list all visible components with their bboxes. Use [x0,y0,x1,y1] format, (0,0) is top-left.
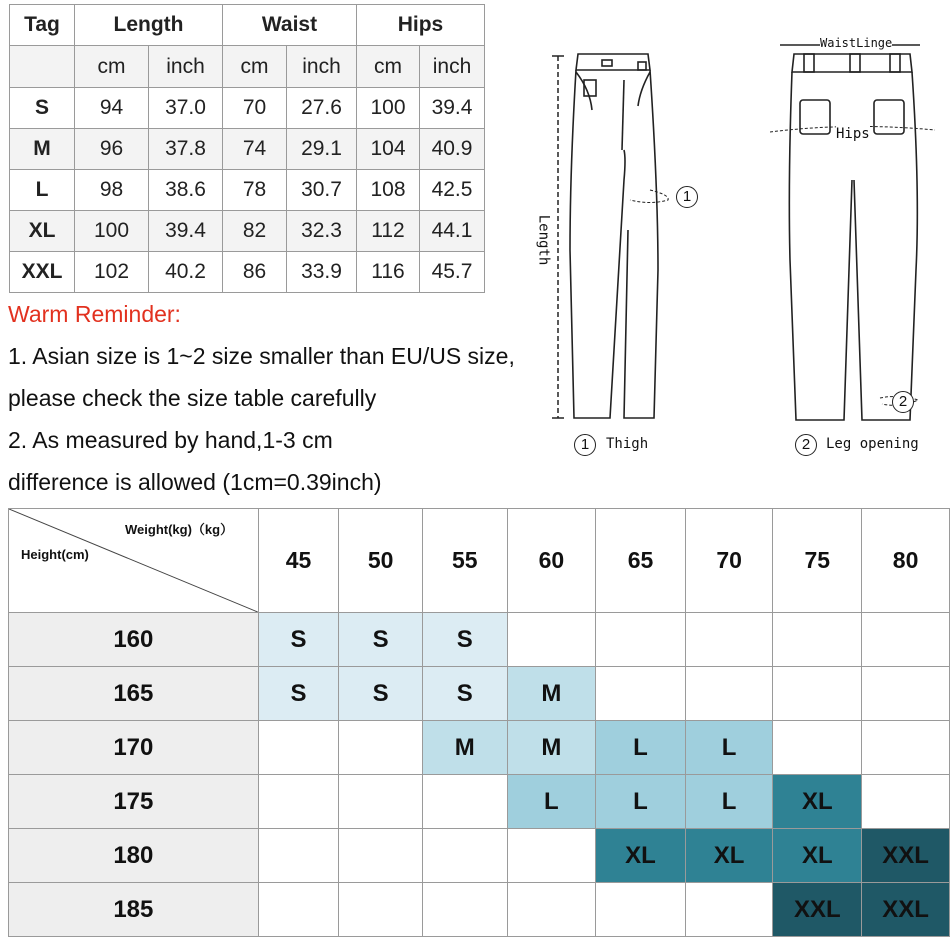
height-value: 175 [9,775,259,829]
size-recommendation-cell: L [596,721,686,775]
size-value: 42.5 [420,170,485,211]
size-recommendation-cell: M [507,667,596,721]
size-value: 39.4 [420,88,485,129]
size-value: 38.6 [149,170,223,211]
size-recommendation-cell: L [685,721,773,775]
size-row [10,252,485,293]
size-recommendation-cell [862,613,950,667]
size-value: 112 [357,211,420,252]
size-recommendation-cell [258,883,339,937]
size-recommendation-cell: S [339,613,423,667]
height-value: 160 [9,613,259,667]
size-value: 27.6 [287,88,357,129]
size-value: 98 [75,170,149,211]
size-value: 30.7 [287,170,357,211]
height-row [9,829,950,883]
size-value: 100 [357,88,420,129]
size-recommendation-cell: XL [685,829,773,883]
size-recommendation-cell: XL [596,829,686,883]
size-value: 45.7 [420,252,485,293]
size-recommendation-cell [862,721,950,775]
size-tag: XL [10,211,75,252]
weight-header: 45 [258,509,339,613]
size-tag: XXL [10,252,75,293]
reminder-line: difference is allowed (1cm=0.39inch) [8,469,382,495]
size-value: 39.4 [149,211,223,252]
weight-header: 50 [339,509,423,613]
size-recommendation-cell [862,775,950,829]
size-value: 108 [357,170,420,211]
size-table [9,4,485,293]
size-row [10,211,485,252]
size-recommendation-cell [685,667,773,721]
size-row [10,88,485,129]
size-recommendation-cell [507,613,596,667]
size-recommendation-cell [422,829,507,883]
size-tag: L [10,170,75,211]
size-recommendation-cell: XXL [862,883,950,937]
size-recommendation-cell: L [507,775,596,829]
height-value: 180 [9,829,259,883]
size-recommendation-cell: L [685,775,773,829]
size-value: 37.0 [149,88,223,129]
size-value: 78 [223,170,287,211]
size-recommendation-cell: S [422,613,507,667]
size-recommendation-cell: XL [773,775,862,829]
size-recommendation-cell [596,883,686,937]
size-recommendation-cell: L [596,775,686,829]
height-value: 170 [9,721,259,775]
size-recommendation-cell: S [422,667,507,721]
size-value: 40.2 [149,252,223,293]
height-row [9,883,950,937]
height-axis-label: Height(cm) [21,547,89,562]
weight-header: 60 [507,509,596,613]
size-value: 86 [223,252,287,293]
size-recommendation-cell [258,775,339,829]
weight-height-table [8,508,950,937]
size-tag: M [10,129,75,170]
size-value: 100 [75,211,149,252]
size-recommendation-cell [258,829,339,883]
size-recommendation-cell [339,829,423,883]
weight-header: 80 [862,509,950,613]
size-recommendation-cell: XXL [773,883,862,937]
front-pants-diagram [540,50,680,430]
unit-cell: inch [287,46,357,88]
size-value: 74 [223,129,287,170]
thigh-legend-label: Thigh [606,436,649,452]
thigh-marker: 1 [676,186,698,208]
size-value: 104 [357,129,420,170]
size-recommendation-cell [862,667,950,721]
size-value: 32.3 [287,211,357,252]
size-recommendation-cell: XXL [862,829,950,883]
height-row [9,721,950,775]
size-recommendation-cell: S [258,667,339,721]
height-value: 185 [9,883,259,937]
size-recommendation-cell [507,883,596,937]
reminder-line: 1. Asian size is 1~2 size smaller than EU/US size, [8,343,515,369]
corner-cell [9,509,259,613]
unit-cell: cm [223,46,287,88]
size-value: 70 [223,88,287,129]
weight-header: 65 [596,509,686,613]
size-recommendation-cell [773,667,862,721]
waist-label: WaistLinge [820,36,893,50]
size-recommendation-cell: S [258,613,339,667]
size-value: 37.8 [149,129,223,170]
weight-header: 55 [422,509,507,613]
height-row [9,775,950,829]
size-recommendation-cell [422,883,507,937]
size-recommendation-cell [507,829,596,883]
size-value: 33.9 [287,252,357,293]
size-recommendation-cell [685,883,773,937]
back-pants-diagram [770,40,940,430]
size-tag: S [10,88,75,129]
header-length: Length [75,5,223,46]
size-value: 40.9 [420,129,485,170]
size-recommendation-cell [596,613,686,667]
size-recommendation-cell [685,613,773,667]
size-recommendation-cell [596,667,686,721]
size-recommendation-cell: XL [773,829,862,883]
unit-cell: inch [420,46,485,88]
size-value: 29.1 [287,129,357,170]
size-value: 44.1 [420,211,485,252]
size-recommendation-cell [258,721,339,775]
reminder-line: 2. As measured by hand,1-3 cm [8,427,333,453]
header-hips: Hips [357,5,485,46]
size-recommendation-cell [422,775,507,829]
size-recommendation-cell: S [339,667,423,721]
thigh-legend-marker: 1 [574,434,596,456]
size-row [10,129,485,170]
reminder-line: please check the size table carefully [8,385,377,411]
length-label: Length [535,214,552,266]
size-recommendation-cell [339,721,423,775]
hips-label: Hips [836,126,870,142]
leg-legend-label: Leg opening [826,436,919,452]
unit-cell: inch [149,46,223,88]
size-recommendation-cell [339,775,423,829]
unit-blank [10,46,75,88]
size-value: 96 [75,129,149,170]
height-row [9,613,950,667]
size-value: 102 [75,252,149,293]
size-value: 116 [357,252,420,293]
size-recommendation-cell [773,613,862,667]
leg-opening-marker: 2 [892,391,914,413]
weight-header: 70 [685,509,773,613]
unit-cell: cm [357,46,420,88]
size-row [10,170,485,211]
header-tag: Tag [10,5,75,46]
size-value: 94 [75,88,149,129]
leg-legend-marker: 2 [795,434,817,456]
height-row [9,667,950,721]
size-recommendation-cell [773,721,862,775]
size-value: 82 [223,211,287,252]
weight-axis-label: Weight(kg)（kg） [125,522,234,537]
size-recommendation-cell: M [422,721,507,775]
header-waist: Waist [223,5,357,46]
size-recommendation-cell: M [507,721,596,775]
unit-cell: cm [75,46,149,88]
weight-header: 75 [773,509,862,613]
height-value: 165 [9,667,259,721]
reminder-title: Warm Reminder: [8,301,181,327]
size-recommendation-cell [339,883,423,937]
